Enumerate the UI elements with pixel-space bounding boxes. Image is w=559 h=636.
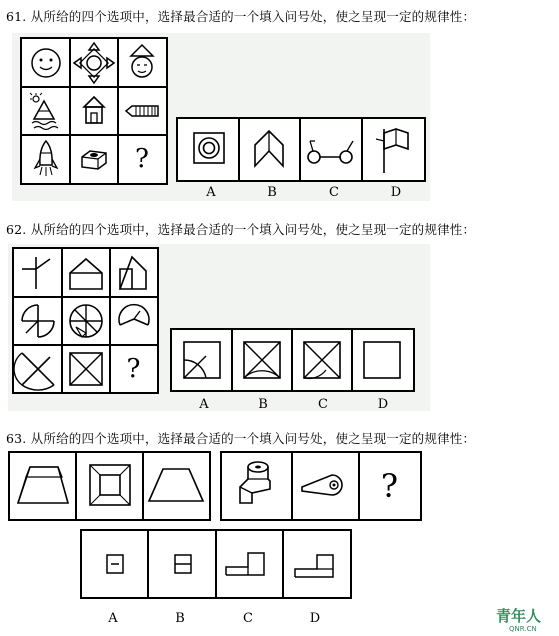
q63-option-d-figure[interactable] [283, 531, 350, 597]
nut-icon [70, 135, 118, 183]
q62-option-c-figure[interactable] [292, 330, 352, 390]
q62-figure-8 [62, 345, 110, 393]
q63-option-label-b[interactable]: B [175, 611, 185, 626]
diamond-arrows-icon [70, 39, 118, 87]
watermark-url: QNR.CN [509, 625, 537, 633]
question-prompt: 从所给的四个选项中，选择最合适的一个填入问号处，使之呈现一定的规律性： [30, 222, 476, 237]
q62-figure-2 [62, 249, 110, 297]
pencil-icon [118, 87, 166, 135]
house-icon [70, 87, 118, 135]
frustum-top-view-icon [76, 453, 143, 519]
q62-grid [12, 247, 159, 394]
q61-option-label-b[interactable]: B [267, 185, 277, 200]
q62-figure-1 [14, 249, 62, 297]
q63-option-label-d[interactable]: D [309, 611, 321, 626]
q62-option-d-figure[interactable] [352, 330, 413, 390]
pipe-side-view-icon [292, 453, 359, 519]
q62-figure-7 [14, 345, 62, 393]
q62-option-label-a[interactable]: A [199, 397, 209, 412]
question-61-header [6, 7, 475, 25]
q61-options [176, 117, 426, 182]
q61-option-label-a[interactable]: A [206, 185, 216, 200]
q61-option-label-d[interactable]: D [390, 185, 402, 200]
frustum-icon [10, 453, 76, 519]
question-number: 62. [6, 222, 27, 237]
pipe-bracket-icon [222, 453, 292, 519]
q61-option-a-figure[interactable] [178, 119, 239, 180]
question-mark: ? [380, 467, 399, 505]
q62-figure-4 [14, 297, 62, 345]
question-mark: ? [135, 144, 149, 174]
q62-option-b-figure[interactable] [232, 330, 292, 390]
q62-option-a-figure[interactable] [172, 330, 232, 390]
q63-sequence-right [220, 451, 422, 521]
q62-option-label-b[interactable]: B [258, 397, 268, 412]
question-number: 63. [6, 431, 27, 446]
q63-option-b-figure[interactable] [148, 531, 216, 597]
q62-figure-3 [110, 249, 158, 297]
trapezoid-icon [143, 453, 209, 519]
q61-option-b-figure[interactable] [239, 119, 300, 180]
q61-option-d-figure[interactable] [362, 119, 424, 180]
q62-option-label-d[interactable]: D [377, 397, 389, 412]
q62-figure-5 [62, 297, 110, 345]
question-prompt: 从所给的四个选项中，选择最合适的一个填入问号处，使之呈现一定的规律性： [30, 9, 476, 24]
q62-options [170, 328, 415, 392]
sun-mountain-icon [22, 87, 70, 135]
q62-option-label-c[interactable]: C [318, 397, 328, 412]
hat-face-icon [118, 39, 166, 87]
question-62-header [6, 220, 475, 238]
q63-option-label-a[interactable]: A [108, 611, 118, 626]
q63-option-c-figure[interactable] [216, 531, 283, 597]
question-number: 61. [6, 9, 27, 24]
q63-option-a-figure[interactable] [82, 531, 148, 597]
watermark-logo: 青年人 [496, 607, 542, 625]
question-prompt: 从所给的四个选项中，选择最合适的一个填入问号处，使之呈现一定的规律性： [30, 431, 476, 446]
question-mark: ? [126, 353, 141, 384]
sun-face-icon [22, 39, 70, 87]
q61-grid [20, 37, 168, 185]
q61-option-c-figure[interactable] [300, 119, 362, 180]
rocket-icon [22, 135, 70, 183]
q62-figure-6 [110, 297, 158, 345]
q63-sequence-left [8, 451, 211, 521]
q61-option-label-c[interactable]: C [329, 185, 339, 200]
q63-option-label-c[interactable]: C [243, 611, 253, 626]
q63-options [80, 529, 352, 599]
question-63-header [6, 429, 475, 447]
